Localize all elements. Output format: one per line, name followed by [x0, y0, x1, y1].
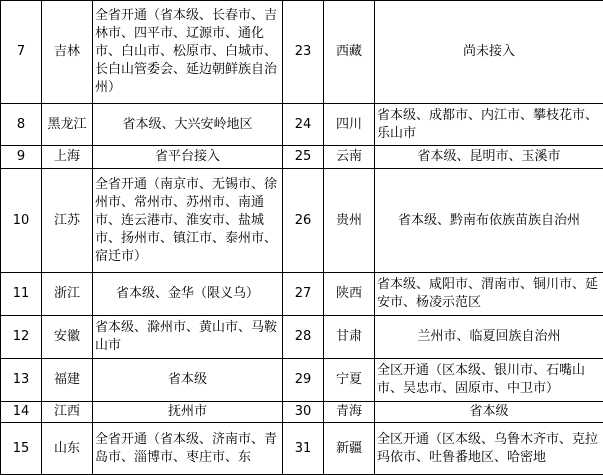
province-name: 甘肃: [324, 316, 375, 359]
row-number: 28: [283, 316, 324, 359]
table-row: [1, 169, 603, 273]
table-row: [1, 316, 603, 359]
table-row: [1, 402, 603, 423]
row-number: 12: [1, 316, 42, 359]
row-number: 25: [283, 146, 324, 169]
row-number: 30: [283, 402, 324, 423]
coverage-scope: 省本级、昆明市、玉溪市: [375, 146, 603, 169]
coverage-scope: 兰州市、临夏回族自治州: [375, 316, 603, 359]
province-name: 青海: [324, 402, 375, 423]
province-name: 江苏: [42, 169, 93, 273]
coverage-scope: 省本级、滁州市、黄山市、马鞍山市: [93, 316, 283, 359]
province-name: 浙江: [42, 273, 93, 316]
coverage-scope: 抚州市: [93, 402, 283, 423]
table-row: [1, 359, 603, 402]
table-row: [1, 104, 603, 146]
province-name: 吉林: [42, 1, 93, 104]
row-number: 14: [1, 402, 42, 423]
row-number: 15: [1, 423, 42, 475]
province-name: 四川: [324, 104, 375, 146]
province-name: 宁夏: [324, 359, 375, 402]
coverage-scope: 全省开通（南京市、无锡市、徐州市、常州市、苏州市、南通市、连云港市、淮安市、盐城市、扬州市、镇江市、泰州市、宿迁市）: [93, 169, 283, 273]
province-name: 西藏: [324, 1, 375, 104]
coverage-scope: 全区开通（区本级、乌鲁木齐市、克拉玛依市、吐鲁番地区、哈密地: [375, 423, 603, 475]
coverage-scope: 省本级、成都市、内江市、攀枝花市、乐山市: [375, 104, 603, 146]
coverage-scope: 全省开通（省本级、济南市、青岛市、淄博市、枣庄市、东: [93, 423, 283, 475]
province-name: 上海: [42, 146, 93, 169]
province-name: 黑龙江: [42, 104, 93, 146]
coverage-scope: 尚未接入: [375, 1, 603, 104]
province-name: 新疆: [324, 423, 375, 475]
province-name: 山东: [42, 423, 93, 475]
coverage-scope: 省本级: [93, 359, 283, 402]
row-number: 9: [1, 146, 42, 169]
row-number: 26: [283, 169, 324, 273]
coverage-scope: 省平台接入: [93, 146, 283, 169]
coverage-scope: 省本级、咸阳市、渭南市、铜川市、延安市、杨凌示范区: [375, 273, 603, 316]
row-number: 27: [283, 273, 324, 316]
coverage-scope: 全省开通（省本级、长春市、吉林市、四平市、辽源市、通化市、白山市、松原市、白城市、长白山管委会、延边朝鲜族自治州）: [93, 1, 283, 104]
row-number: 29: [283, 359, 324, 402]
row-number: 11: [1, 273, 42, 316]
coverage-scope: 省本级、金华（限义乌）: [93, 273, 283, 316]
row-number: 24: [283, 104, 324, 146]
row-number: 31: [283, 423, 324, 475]
row-number: 13: [1, 359, 42, 402]
coverage-scope: 省本级: [375, 402, 603, 423]
row-number: 7: [1, 1, 42, 104]
row-number: 8: [1, 104, 42, 146]
table-row: [1, 273, 603, 316]
table-row: [1, 146, 603, 169]
province-name: 陕西: [324, 273, 375, 316]
coverage-scope: 省本级、黔南布依族苗族自治州: [375, 169, 603, 273]
table-row: [1, 423, 603, 475]
row-number: 23: [283, 1, 324, 104]
coverage-scope: 省本级、大兴安岭地区: [93, 104, 283, 146]
coverage-scope: 全区开通（区本级、银川市、石嘴山市、吴忠市、固原市、中卫市）: [375, 359, 603, 402]
row-number: 10: [1, 169, 42, 273]
province-name: 福建: [42, 359, 93, 402]
province-name: 贵州: [324, 169, 375, 273]
province-name: 江西: [42, 402, 93, 423]
table-row: [1, 1, 603, 104]
province-name: 云南: [324, 146, 375, 169]
province-name: 安徽: [42, 316, 93, 359]
